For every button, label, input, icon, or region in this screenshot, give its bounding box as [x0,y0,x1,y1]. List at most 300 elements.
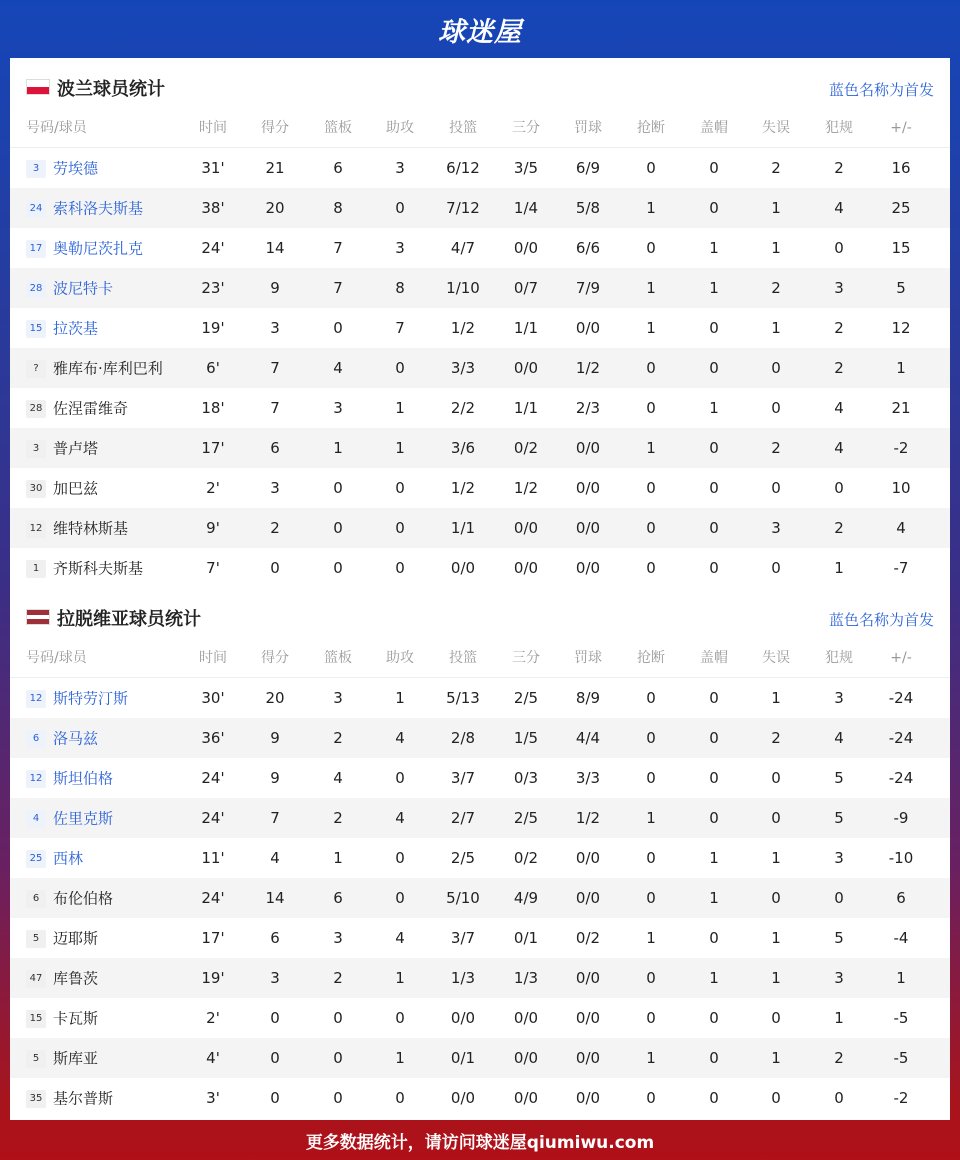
stat-cell: 4 [333,359,343,377]
stat-cell: 1 [834,1009,844,1027]
stat-cell: 3/3 [575,769,601,787]
stat-cell: 0/0 [513,519,539,537]
stat-cell: 1 [395,1049,405,1067]
footer-banner[interactable]: 更多数据统计，请访问球迷屋qiumiwu.com [305,1132,655,1153]
column-header[interactable]: 得分 [261,650,289,666]
player-name-cell [26,718,202,758]
stat-cell: 11' [201,849,225,867]
player-name-link[interactable]: 洛马兹 [53,729,99,748]
player-row[interactable] [10,148,950,188]
stat-cell: 0 [771,769,781,787]
stat-cell: -10 [888,849,914,867]
stat-cell: 0 [646,479,656,497]
player-name-cell [26,838,202,878]
stat-cell: 0 [333,559,343,577]
stat-cell: 0/1 [450,1049,476,1067]
player-name-cell [26,878,202,918]
player-row[interactable] [10,388,950,428]
stat-cell: 0 [834,239,844,257]
column-header[interactable]: 篮板 [324,650,352,666]
stat-cell: 1 [646,439,656,457]
stat-cell: 0 [709,1049,719,1067]
player-name-link[interactable]: 斯坦伯格 [53,769,114,788]
stat-cell: 4 [395,729,405,747]
player-row[interactable] [10,798,950,838]
stat-cell: 3/3 [450,359,476,377]
stat-cell: 0/0 [575,1049,601,1067]
stat-cell: 36' [201,729,225,747]
stat-cell: 0 [709,559,719,577]
stat-cell: 1/10 [446,279,480,297]
column-header[interactable]: 犯规 [825,120,853,136]
stat-cell: 24' [201,769,225,787]
stat-cell: 0 [270,559,280,577]
player-name-link[interactable]: 普卢塔 [53,439,99,458]
column-header[interactable]: 三分 [512,120,540,136]
column-header[interactable]: 犯规 [825,650,853,666]
stat-cell: 2 [771,439,781,457]
player-name-cell [26,468,202,508]
column-header[interactable]: 篮板 [324,120,352,136]
player-name-link[interactable]: 佐涅雷维奇 [53,399,129,418]
jersey-number-badge: 5 [26,930,46,948]
stat-cell: 17' [201,929,225,947]
stat-cell: 0 [395,559,405,577]
stat-cell: 5/8 [575,199,601,217]
stat-cell: 8 [395,279,405,297]
stat-cell: 0/1 [513,929,539,947]
stat-cell: 0 [646,1009,656,1027]
player-name-cell [26,918,202,958]
stat-cell: 0 [646,399,656,417]
stat-cell: 0 [333,1049,343,1067]
stat-cell: 0 [646,849,656,867]
stat-cell: 4 [834,729,844,747]
stat-cell: -9 [893,809,909,827]
jersey-number-badge: 24 [26,200,46,218]
site-logo: 球迷屋 [438,16,522,48]
stat-cell: 4 [395,929,405,947]
player-name-cell [26,228,202,268]
stat-cell: -24 [888,729,914,747]
team-section-header [10,588,950,638]
stat-cell: 3 [834,279,844,297]
stat-cell: 0 [395,199,405,217]
stat-cell: 1 [646,279,656,297]
stat-cell: 0 [834,889,844,907]
player-name-link[interactable]: 齐斯科夫斯基 [53,559,144,578]
stat-cell: 0 [395,479,405,497]
stat-cell: 1 [896,359,906,377]
stat-cell: 3 [333,399,343,417]
player-row[interactable] [10,838,950,878]
column-header[interactable]: 助攻 [386,120,414,136]
stat-cell: 0/3 [513,769,539,787]
stat-cell: 3/7 [450,929,476,947]
stat-cell: -5 [893,1009,909,1027]
stat-cell: 1/1 [513,399,539,417]
column-header[interactable]: 盖帽 [700,650,728,666]
stat-cell: 3' [206,1089,220,1107]
player-name-cell [26,548,202,588]
stat-cell: 0/0 [575,889,601,907]
stat-cell: 0/0 [513,239,539,257]
stat-cell: 1 [771,929,781,947]
stat-cell: 3 [270,969,280,987]
player-row[interactable] [10,958,950,998]
player-stats-table [10,108,950,588]
stat-cell: 0 [646,729,656,747]
player-name-cell [26,998,202,1038]
stat-cell: 0 [646,159,656,177]
stat-cell: 0/0 [513,1089,539,1107]
player-name-link[interactable]: 卡瓦斯 [53,1009,99,1028]
stat-cell: 2 [333,729,343,747]
player-row[interactable] [10,348,950,388]
column-header[interactable]: 失误 [762,120,790,136]
player-name-cell [26,348,202,388]
column-header[interactable]: 时间 [199,120,227,136]
column-header[interactable]: 得分 [261,120,289,136]
stat-cell: 0 [709,809,719,827]
stat-cell: 0 [834,1089,844,1107]
player-row[interactable] [10,998,950,1038]
stat-cell: 4 [834,399,844,417]
stat-cell: 0/0 [575,849,601,867]
stat-cell: 0/2 [575,929,601,947]
player-row[interactable] [10,268,950,308]
jersey-number-badge: 1 [26,560,46,578]
stat-cell: 1 [709,239,719,257]
stat-cell: 38' [201,199,225,217]
stat-cell: -24 [888,689,914,707]
player-name-cell [26,388,202,428]
column-header[interactable]: +/- [890,650,912,666]
stat-cell: 0 [771,889,781,907]
player-name-cell [26,188,202,228]
stat-cell: 0 [646,889,656,907]
stat-cell: 0 [709,159,719,177]
team-flag-icon [26,79,50,95]
player-name-link[interactable]: 雅库布·库利巴利 [53,359,163,378]
stat-cell: 1 [395,439,405,457]
column-header[interactable]: 抢断 [637,120,665,136]
player-name-link[interactable]: 斯库亚 [53,1049,99,1068]
stat-cell: 3 [395,239,405,257]
player-name-cell [26,798,202,838]
stat-cell: 3 [834,969,844,987]
stat-cell: -2 [893,439,909,457]
stat-cell: 9 [270,279,280,297]
stat-cell: 0 [834,479,844,497]
column-header[interactable]: 投篮 [449,120,477,136]
jersey-number-badge: 4 [26,810,46,828]
jersey-number-badge: 15 [26,320,46,338]
stat-cell: 0 [771,809,781,827]
team-section-title: 拉脱维亚球员统计 [57,609,201,630]
jersey-number-badge: 3 [26,440,46,458]
table-header-row [10,108,950,148]
column-header[interactable]: 抢断 [637,650,665,666]
stat-cell: 0 [709,689,719,707]
stat-cell: 0 [709,359,719,377]
stat-cell: 0/0 [575,1089,601,1107]
stat-cell: 6/9 [575,159,601,177]
column-header[interactable]: 三分 [512,650,540,666]
player-row[interactable] [10,228,950,268]
stat-cell: 12 [891,319,911,337]
stat-cell: 1 [646,1049,656,1067]
stat-cell: 3/5 [513,159,539,177]
stat-cell: 6' [206,359,220,377]
player-name-link[interactable]: 拉茨基 [53,319,99,338]
stat-cell: 1 [771,239,781,257]
stat-cell: 9 [270,769,280,787]
stat-cell: 3 [333,929,343,947]
player-name-link[interactable]: 加巴兹 [53,479,99,498]
stat-cell: 4 [834,199,844,217]
stat-cell: 24' [201,809,225,827]
stat-cell: 24' [201,889,225,907]
player-name-cell [26,148,202,188]
flag-stripe [27,80,49,87]
player-row[interactable] [10,1038,950,1078]
stat-cell: 7 [270,809,280,827]
stat-cell: 1 [896,969,906,987]
stat-cell: 1/2 [575,359,601,377]
player-row[interactable] [10,1078,950,1118]
stat-cell: 1 [709,969,719,987]
stat-cell: 2 [270,519,280,537]
jersey-number-badge: 3 [26,160,46,178]
player-name-link[interactable]: 斯特劳汀斯 [53,689,129,708]
column-header[interactable]: 罚球 [574,650,602,666]
jersey-number-badge: 6 [26,890,46,908]
stat-cell: 2/2 [450,399,476,417]
stat-cell: 7 [333,279,343,297]
stat-cell: 10 [891,479,911,497]
jersey-number-badge: 25 [26,850,46,868]
stat-cell: 1 [395,399,405,417]
jersey-number-badge: 17 [26,240,46,258]
stat-cell: 1/2 [450,479,476,497]
player-stats-table [10,638,950,1118]
stat-cell: 1/3 [450,969,476,987]
stat-cell: 0/0 [513,1009,539,1027]
stat-cell: 1 [709,279,719,297]
stat-cell: 0 [333,1089,343,1107]
player-row[interactable] [10,758,950,798]
player-row[interactable] [10,718,950,758]
stat-cell: 7' [206,559,220,577]
stat-cell: 3 [270,479,280,497]
stat-cell: 0 [270,1089,280,1107]
player-row[interactable] [10,508,950,548]
stat-cell: 0 [709,929,719,947]
stat-cell: 3/6 [450,439,476,457]
stat-cell: 2' [206,1009,220,1027]
stat-cell: 6 [270,439,280,457]
flag-stripe [27,619,49,624]
stat-cell: 2 [771,729,781,747]
stat-cell: 25 [891,199,911,217]
stat-cell: 0/0 [450,559,476,577]
stat-cell: 0 [709,729,719,747]
stat-cell: 0 [270,1009,280,1027]
player-row[interactable] [10,878,950,918]
stat-cell: 2 [834,1049,844,1067]
stat-cell: 4/7 [450,239,476,257]
stat-cell: 0 [646,689,656,707]
stat-cell: 31' [201,159,225,177]
stat-cell: 0 [709,199,719,217]
stat-cell: 0 [395,1009,405,1027]
column-header[interactable]: 罚球 [574,120,602,136]
stat-cell: 4 [896,519,906,537]
stat-cell: 20 [265,199,285,217]
player-name-link[interactable]: 维特林斯基 [53,519,129,538]
stat-cell: 1 [771,199,781,217]
stat-cell: 2' [206,479,220,497]
column-header[interactable]: 号码/球员 [26,120,87,136]
flag-stripe [27,87,49,94]
player-name-link[interactable]: 佐里克斯 [53,809,114,828]
stat-cell: 0 [771,559,781,577]
stat-cell: 2/5 [513,809,539,827]
stat-cell: 1/1 [513,319,539,337]
stat-cell: 5 [834,929,844,947]
stat-cell: 0 [646,969,656,987]
jersey-number-badge: 15 [26,1010,46,1028]
stat-cell: 1/2 [513,479,539,497]
stat-cell: 0 [709,519,719,537]
player-row[interactable] [10,918,950,958]
player-name-link[interactable]: 索科洛夫斯基 [53,199,144,218]
stat-cell: 0 [646,769,656,787]
stat-cell: 3 [834,689,844,707]
stat-cell: 2/5 [450,849,476,867]
stat-cell: -7 [893,559,909,577]
stat-cell: 0 [709,1089,719,1107]
stat-cell: 0/0 [513,359,539,377]
player-name-link[interactable]: 西林 [53,849,84,868]
stat-cell: 0 [333,519,343,537]
stat-cell: 1 [333,849,343,867]
stat-cell: 1 [771,1049,781,1067]
column-header[interactable]: +/- [890,120,912,136]
jersey-number-badge: 28 [26,280,46,298]
player-row[interactable] [10,468,950,508]
player-name-link[interactable]: 劳埃德 [53,159,99,178]
stat-cell: 1 [709,399,719,417]
column-header[interactable]: 投篮 [449,650,477,666]
stat-cell: 1 [395,689,405,707]
stat-cell: 2/5 [513,689,539,707]
stat-cell: 0/0 [575,559,601,577]
stat-cell: 3 [834,849,844,867]
stat-cell: 30' [201,689,225,707]
stat-cell: 19' [201,319,225,337]
player-name-link[interactable]: 波尼特卡 [53,279,114,298]
column-header[interactable]: 助攻 [386,650,414,666]
column-header[interactable]: 失误 [762,650,790,666]
stat-cell: 0/0 [513,559,539,577]
player-row[interactable] [10,308,950,348]
column-header[interactable]: 时间 [199,650,227,666]
stat-cell: 2 [333,809,343,827]
player-row[interactable] [10,548,950,588]
stat-cell: 1 [709,849,719,867]
stat-cell: 0 [709,479,719,497]
player-name-cell [26,308,202,348]
stat-cell: 0/7 [513,279,539,297]
column-header[interactable]: 号码/球员 [26,650,87,666]
player-name-cell [26,1078,202,1118]
stat-cell: 14 [265,889,285,907]
stat-cell: 3 [333,689,343,707]
column-header[interactable]: 盖帽 [700,120,728,136]
player-name-link[interactable]: 迈耶斯 [53,929,99,948]
stat-cell: 17' [201,439,225,457]
jersey-number-badge: 6 [26,730,46,748]
stat-cell: 0 [333,1009,343,1027]
jersey-number-badge: 30 [26,480,46,498]
stat-cell: 7 [395,319,405,337]
player-name-link[interactable]: 库鲁茨 [53,969,99,988]
player-name-cell [26,508,202,548]
stat-cell: 0 [771,1089,781,1107]
stat-cell: 0/0 [575,319,601,337]
stat-cell: 0/0 [575,969,601,987]
player-name-link[interactable]: 奥勒尼茨扎克 [53,239,144,258]
stat-cell: 1 [646,929,656,947]
stat-cell: 0 [395,849,405,867]
stat-cell: 0 [270,1049,280,1067]
stat-cell: 0 [646,1089,656,1107]
stat-cell: 23' [201,279,225,297]
player-row[interactable] [10,678,950,718]
player-name-link[interactable]: 布伦伯格 [53,889,114,908]
stat-cell: 2 [333,969,343,987]
stat-cell: 1 [646,199,656,217]
stat-cell: 1/4 [513,199,539,217]
stat-cell: 2 [771,159,781,177]
stat-cell: 2/3 [575,399,601,417]
stat-cell: 0 [646,519,656,537]
stat-cell: 3 [270,319,280,337]
stat-cell: 4' [206,1049,220,1067]
stat-cell: 1/2 [575,809,601,827]
player-row[interactable] [10,428,950,468]
starter-legend-note: 蓝色名称为首发 [828,81,934,99]
stat-cell: 20 [265,689,285,707]
stat-cell: 1/1 [450,519,476,537]
stat-cell: 2 [834,519,844,537]
stat-cell: 7 [270,359,280,377]
stat-cell: 0 [646,239,656,257]
stat-cell: 0 [333,479,343,497]
stat-cell: 5 [834,769,844,787]
stat-cell: 0 [771,399,781,417]
jersey-number-badge: 47 [26,970,46,988]
stat-cell: 0 [646,559,656,577]
stat-cell: 0/0 [513,1049,539,1067]
player-row[interactable] [10,188,950,228]
jersey-number-badge: ? [26,360,46,378]
jersey-number-badge: 35 [26,1090,46,1108]
player-name-link[interactable]: 基尔普斯 [53,1089,114,1108]
stat-cell: 4/9 [513,889,539,907]
